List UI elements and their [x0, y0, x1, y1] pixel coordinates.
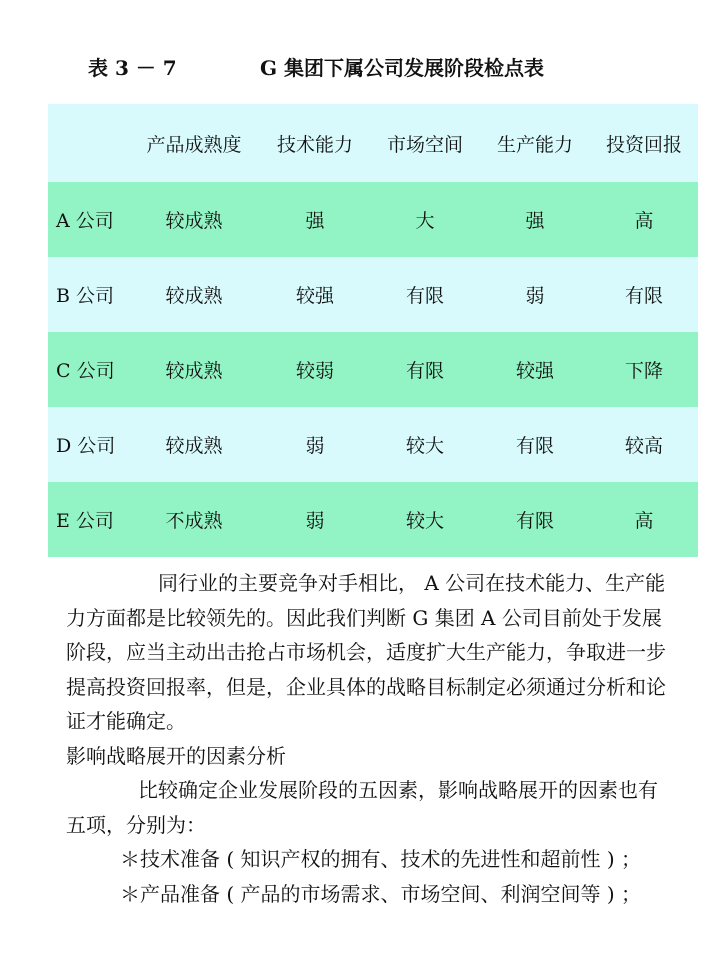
header-cell: 技术能力 — [276, 133, 353, 156]
company-name-cell: E 公司 — [56, 510, 114, 532]
table-title: G 集团下属公司发展阶段检点表 — [260, 56, 545, 80]
table-row — [48, 407, 698, 482]
table-cell: 较成熟 — [165, 285, 223, 307]
table-row — [48, 257, 698, 332]
table-cell: 有限 — [405, 285, 444, 307]
bullet-star-icon: ＊ — [120, 881, 140, 906]
table-cell: 较成熟 — [165, 435, 223, 457]
company-name-cell: B 公司 — [56, 285, 115, 307]
table-cell: 较成熟 — [165, 360, 223, 382]
company-name-cell: C 公司 — [56, 360, 115, 382]
paragraph: 同行业的主要竞争对手相比， A 公司在技术能力、生产能力方面都是比较领先的。因此我们判断 G 集团 A 公司目前处于发展阶段，应当主动出击抢占市场机会，适度扩大生产能力，争取进一步提高投资回报率，但是，企业具体的战略目标制定必须通过分析和论证才能确定。 — [66, 571, 666, 733]
table-number: 表 3 － 7 — [88, 56, 177, 80]
section-heading: 影响战略展开的因素分析 — [66, 743, 286, 768]
header-cell: 市场空间 — [386, 133, 463, 156]
table-cell: 高 — [634, 510, 654, 532]
header-cell: 生产能力 — [496, 133, 573, 156]
table-cell: 弱 — [525, 285, 545, 307]
table-row — [48, 182, 698, 257]
table-cell: 较高 — [624, 435, 663, 457]
stage-check-table — [48, 104, 698, 557]
table-cell: 较强 — [515, 360, 554, 382]
table-row — [48, 332, 698, 407]
bullet-text: 产品准备 ( 产品的市场需求、市场空间、利润空间等 ) ； — [140, 881, 642, 906]
table-cell: 有限 — [515, 510, 554, 532]
header-cell: 投资回报 — [605, 133, 682, 156]
company-name-cell: A 公司 — [56, 210, 114, 232]
table-cell: 有限 — [624, 285, 663, 307]
table-cell: 强 — [525, 210, 545, 232]
table-cell: 有限 — [405, 360, 444, 382]
table-caption — [88, 52, 648, 84]
table-cell: 下降 — [624, 360, 663, 382]
table-cell: 高 — [634, 210, 654, 232]
table-cell: 弱 — [305, 510, 325, 532]
bullet-text: 技术准备 ( 知识产权的拥有、技术的先进性和超前性 ) ； — [140, 847, 642, 871]
paragraph: 比较确定企业发展阶段的五因素，影响战略展开的因素也有五项，分别为： — [66, 778, 658, 837]
table-cell: 大 — [415, 210, 435, 232]
table-cell: 较成熟 — [165, 210, 223, 232]
table-cell: 较弱 — [295, 360, 334, 382]
header-cell: 产品成熟度 — [146, 133, 242, 156]
bullet-star-icon: ＊ — [120, 847, 140, 871]
table-cell: 较大 — [405, 435, 444, 457]
company-name-cell: D 公司 — [56, 435, 116, 457]
header-cell-blank — [48, 104, 128, 182]
table-header-row — [48, 104, 698, 182]
bullet-item — [66, 842, 676, 877]
table-cell: 不成熟 — [165, 510, 223, 532]
table-row — [48, 482, 698, 557]
table-cell: 较强 — [295, 285, 334, 307]
table-cell: 强 — [305, 210, 325, 232]
table-cell: 较大 — [405, 510, 444, 532]
table-cell: 弱 — [305, 435, 325, 457]
table-cell: 有限 — [515, 435, 554, 457]
bullet-item — [66, 877, 676, 912]
body-text — [66, 566, 676, 911]
